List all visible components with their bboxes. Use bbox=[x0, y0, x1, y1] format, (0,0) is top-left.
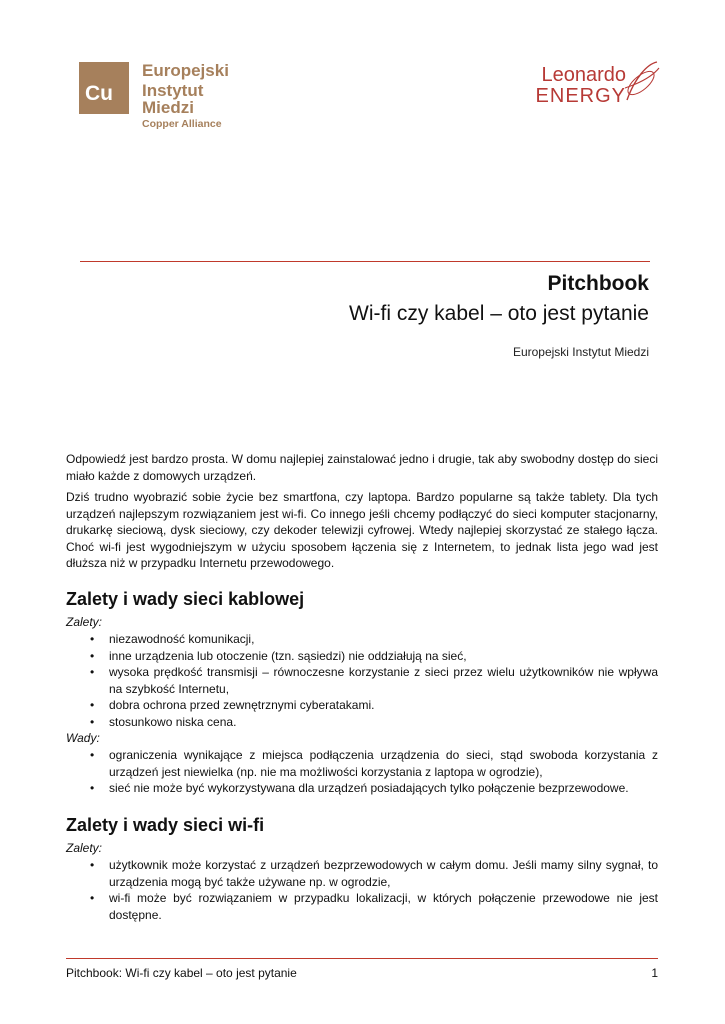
body-paragraph: Dziś trudno wyobrazić sobie życie bez smartfona, czy laptopa. Bardzo popularne są także tablety. Dla tych urządzeń najlepszym rozwiązaniem jest wi-fi. Co innego jeśli chcemy podłączyć do sieci komputer stacjonarny, drukarkę sieciową, dysk sieciowy, czy dekoder telewizji cyfrowej. Wtedy najlepiej skorzystać ze stałego łącza. Choć wi-fi jest wygodniejszym w użyciu sposobem łączenia się z Internetem, to jednak lista jego wad jest dłuższa niż w przypadku Internetu przewodowego. bbox=[66, 490, 658, 570]
section-heading-cable: Zalety i wady sieci kablowej bbox=[66, 589, 305, 609]
cu-logo-line3: Copper Alliance bbox=[142, 118, 222, 130]
list-item: • inne urządzenia lub otoczenie (tzn. sąsiedzi) nie oddziałują na sieć, bbox=[66, 648, 658, 665]
cable-pros-list bbox=[66, 631, 658, 730]
list-item: • użytkownik może korzystać z urządzeń bezprzewodowych w całym domu. Jeśli mamy silny sygnał, to urządzenia mogą być także używane np. w ogrodzie, bbox=[66, 857, 658, 890]
list-item: • stosunkowo niska cena. bbox=[66, 714, 658, 731]
intro-paragraph: Odpowiedź jest bardzo prosta. W domu najlepiej zainstalować jedno i drugie, tak aby swobodny dostęp do sieci miało każde z domowych urządzeń. bbox=[66, 452, 658, 483]
list-item: • ograniczenia wynikające z miejsca podłączenia urządzenia do sieci, stąd swoboda korzystania z urządzeń jest niewielka (np. nie ma możliwości korzystania z laptopa w ogrodzie), bbox=[66, 747, 658, 780]
cu-logo-line1: Europejski bbox=[142, 61, 229, 80]
footer-divider bbox=[66, 958, 658, 959]
cu-logo-line2: Instytut Miedzi bbox=[142, 81, 204, 117]
document-author: Europejski Instytut Miedzi bbox=[512, 345, 649, 359]
footer-title: Pitchbook: Wi-fi czy kabel – oto jest pytanie bbox=[66, 966, 297, 980]
leonardo-energy-logo bbox=[506, 58, 661, 108]
cable-pros-label: Zalety: bbox=[66, 615, 103, 629]
document-type: Pitchbook bbox=[547, 272, 649, 295]
wifi-pros-list bbox=[66, 857, 658, 923]
cu-logo-box: Cu bbox=[79, 62, 129, 114]
le-logo-name: Leonardo bbox=[541, 64, 626, 86]
document-title: Wi-fi czy kabel – oto jest pytanie bbox=[349, 302, 649, 325]
section-heading-wifi: Zalety i wady sieci wi-fi bbox=[66, 815, 265, 835]
list-item: • dobra ochrona przed zewnętrznymi cyberatakami. bbox=[66, 697, 658, 714]
wifi-pros-label: Zalety: bbox=[66, 841, 103, 855]
list-item: • sieć nie może być wykorzystywana dla urządzeń posiadających tylko połączenie bezprzewodowe. bbox=[66, 780, 658, 797]
page-number: 1 bbox=[651, 966, 658, 980]
list-item: • niezawodność komunikacji, bbox=[66, 631, 658, 648]
swoosh-icon bbox=[621, 58, 661, 108]
list-item: • wi-fi może być rozwiązaniem w przypadku lokalizacji, w których połączenie przewodowe nie jest dostępne. bbox=[66, 890, 658, 923]
cable-cons-label: Wady: bbox=[66, 731, 100, 745]
title-divider bbox=[80, 261, 650, 262]
le-logo-energy: ENERGY bbox=[535, 85, 626, 107]
list-item: • wysoka prędkość transmisji – równoczesne korzystanie z sieci przez wielu użytkowników nie wpływa na szybkość Internetu, bbox=[66, 664, 658, 697]
copper-alliance-logo bbox=[79, 61, 259, 130]
cu-logo-text bbox=[142, 62, 259, 130]
cable-cons-list bbox=[66, 747, 658, 797]
